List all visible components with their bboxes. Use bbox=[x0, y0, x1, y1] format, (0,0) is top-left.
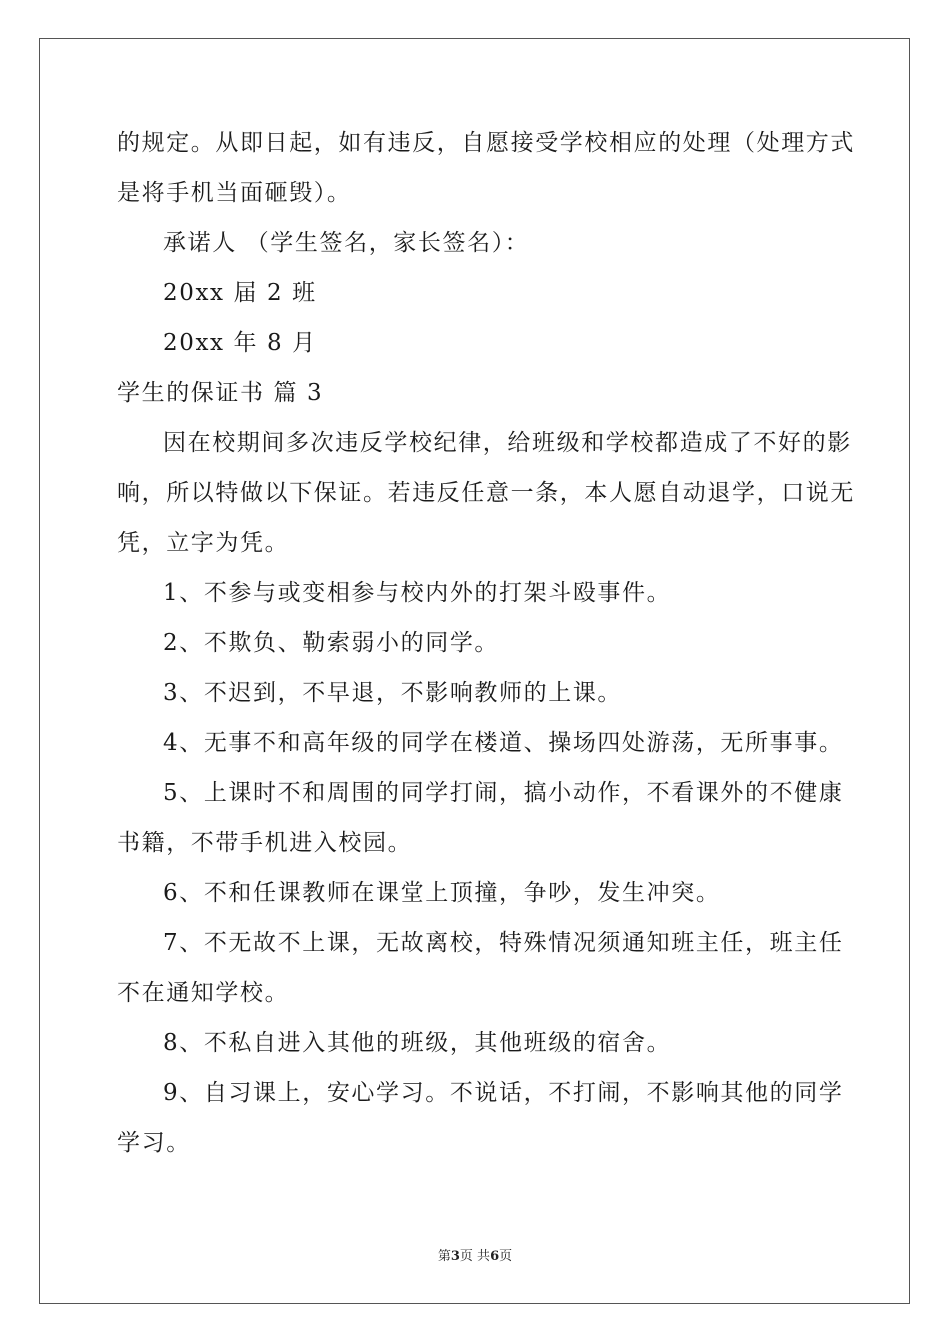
paragraph-line: 因在校期间多次违反学校纪律，给班级和学校都造成了不好的影 bbox=[163, 430, 852, 456]
list-item: 6、不和任课教师在课堂上顶撞，争吵，发生冲突。 bbox=[163, 880, 721, 906]
paragraph-line: 凭，立字为凭。 bbox=[117, 530, 290, 556]
signature-line: 承诺人 （学生签名，家长签名）： bbox=[163, 230, 530, 256]
paragraph-line: 响，所以特做以下保证。若违反任意一条，本人愿自动退学，口说无 bbox=[117, 480, 855, 506]
list-item: 5、上课时不和周围的同学打闹，搞小动作，不看课外的不健康 bbox=[163, 780, 844, 806]
list-item: 9、自习课上，安心学习。不说话，不打闹，不影响其他的同学 bbox=[163, 1080, 844, 1106]
section-heading: 学生的保证书 篇 3 bbox=[117, 380, 324, 406]
paragraph-line: 是将手机当面砸毁）。 bbox=[117, 180, 352, 206]
footer-total-pages: 6 bbox=[490, 1249, 500, 1264]
list-item: 7、不无故不上课，无故离校，特殊情况须通知班主任，班主任 bbox=[163, 930, 844, 956]
list-item: 4、无事不和高年级的同学在楼道、操场四处游荡，无所事事。 bbox=[163, 730, 844, 756]
list-item-continuation: 书籍，不带手机进入校园。 bbox=[117, 830, 413, 856]
list-item-continuation: 不在通知学校。 bbox=[117, 980, 290, 1006]
list-item: 3、不迟到，不早退，不影响教师的上课。 bbox=[163, 680, 623, 706]
paragraph-line: 的规定。从即日起，如有违反，自愿接受学校相应的处理（处理方式 bbox=[117, 130, 855, 156]
footer-mid: 页 共 bbox=[459, 1249, 491, 1264]
list-item: 2、不欺负、勒索弱小的同学。 bbox=[163, 630, 500, 656]
footer-page-number: 3 bbox=[450, 1249, 460, 1264]
list-item-continuation: 学习。 bbox=[117, 1130, 191, 1156]
page-footer bbox=[0, 1245, 950, 1264]
date-line: 20xx 年 8 月 bbox=[163, 330, 317, 356]
list-item: 1、不参与或变相参与校内外的打架斗殴事件。 bbox=[163, 580, 672, 606]
footer-suffix: 页 bbox=[499, 1249, 513, 1264]
footer-prefix: 第 bbox=[437, 1249, 451, 1264]
class-line: 20xx 届 2 班 bbox=[163, 280, 317, 306]
list-item: 8、不私自进入其他的班级，其他班级的宿舍。 bbox=[163, 1030, 672, 1056]
document-body bbox=[117, 128, 855, 1158]
